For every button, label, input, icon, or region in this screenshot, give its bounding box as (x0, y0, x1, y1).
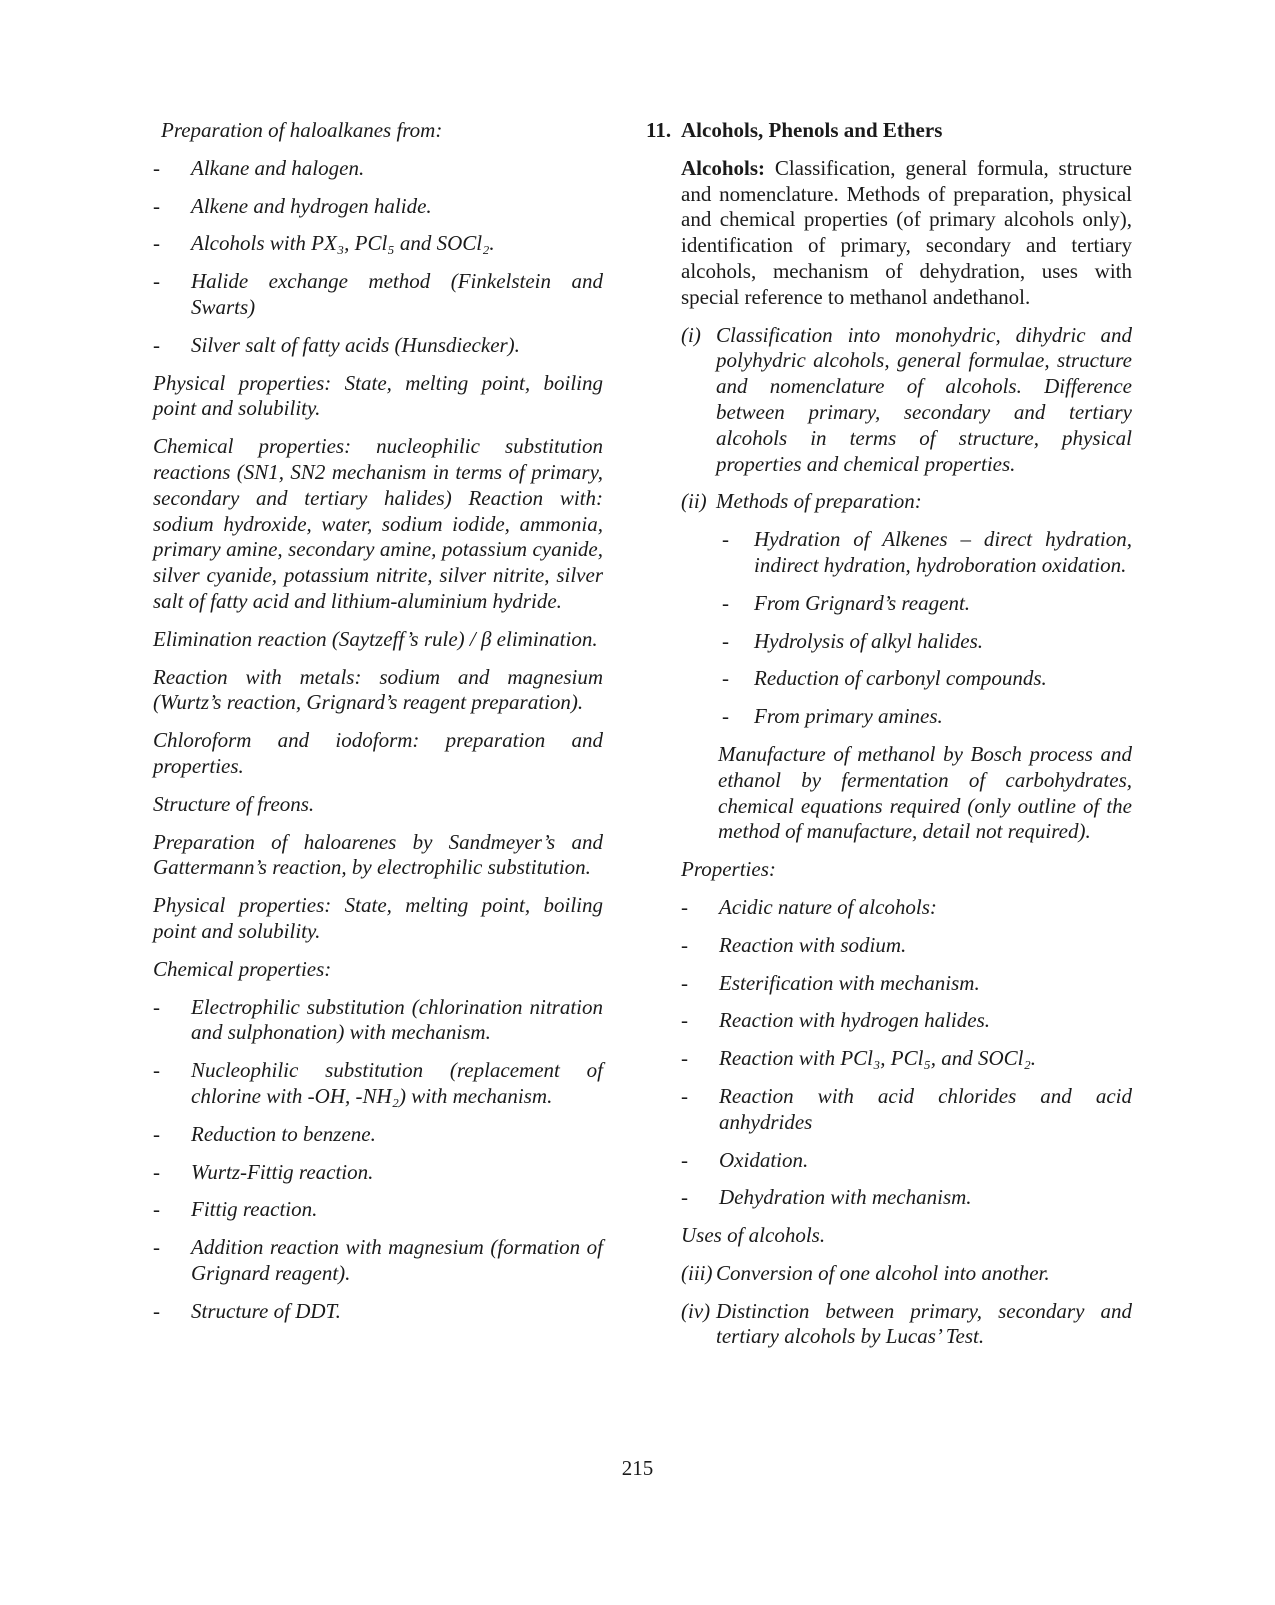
list-item: - Dehydration with mechanism. (681, 1185, 972, 1210)
list-item: - Reaction with acid chlorides and acid anhydrides (681, 1083, 1132, 1134)
list-item: - Reaction with sodium. (681, 932, 907, 957)
list-item: - Silver salt of fatty acids (Hunsdiecker). (153, 332, 520, 357)
list-item: - Reaction with PCl₃, PCl₅, and SOCl₂. (681, 1046, 1037, 1071)
structure-of-freons: Structure of freons. (153, 791, 315, 816)
list-item: - Alkene and hydrogen halide. (153, 193, 432, 218)
item-ii: (ii) Methods of preparation: (681, 489, 922, 514)
list-item: - Acidic nature of alcohols: (681, 894, 937, 919)
list-item: - Nucleophilic substitution (replacement of chlorine with -OH, -NH₂) with mechanism. (153, 1058, 603, 1108)
section-title: Alcohols, Phenols and Ethers (681, 118, 943, 142)
manufacture-paragraph: Manufacture of methanol by Bosch process and ethanol by fermentation of carbohydrates, chemical equations required (only outline of the method of manufacture, detail not required). (718, 741, 1132, 844)
list-item: - Fittig reaction. (153, 1197, 318, 1222)
reaction-with-metals: Reaction with metals: sodium and magnesium (Wurtz’s reaction, Grignard’s reagent preparation). (153, 664, 603, 715)
right-column (646, 118, 1133, 1362)
physical-properties-haloalkanes: Physical properties: State, melting point, boiling point and solubility. (153, 370, 603, 421)
properties-heading: Properties: (681, 857, 776, 882)
item-i: (i) Classification into monohydric, dihydric and polyhydric alcohols, general formulae, structure and nomenclature of alcohols. Difference between primary, secondary and tertiary alcohols in terms of structure, physical properties and chemical properties. (681, 322, 1132, 476)
list-item: - Structure of DDT. (153, 1298, 341, 1323)
list-item: - Electrophilic substitution (chlorination nitration and sulphonation) with mechanism. (153, 994, 603, 1045)
list-item: - Reaction with hydrogen halides. (681, 1008, 991, 1033)
list-item: - Esterification with mechanism. (681, 970, 980, 995)
list-item: - Reduction to benzene. (153, 1121, 376, 1146)
list-item: - Wurtz-Fittig reaction. (153, 1159, 374, 1184)
chemical-properties-haloalkanes: Chemical properties: nucleophilic substitution reactions (SN1, SN2 mechanism in terms of primary, secondary and tertiary halides) Reaction with: sodium hydroxide, water, sodium iodide, ammonia, primary amine, secondary amine, potassium cyanide, silver cyanide, potassium nitrite, silver nitrite, silver salt of fatty acid and lithium-aluminium hydride. (153, 434, 603, 613)
uses-of-alcohols: Uses of alcohols. (681, 1223, 826, 1248)
list-item: - Halide exchange method (Finkelstein and Swarts) (153, 269, 603, 319)
section-number: 11. (646, 118, 672, 142)
page-number: 215 (621, 1456, 654, 1480)
alcohols-label: Alcohols: (681, 155, 765, 180)
alcohols-overview: Alcohols: Classification, general formula, structure and nomenclature. Methods of preparation, physical and chemical properties (of primary alcohols only), identification of primary, secondary and tertiary alcohols, mechanism of dehydration, uses with special reference to methanol andethanol. (681, 155, 1133, 309)
list-item: - Oxidation. (681, 1147, 809, 1172)
list-item: - Hydration of Alkenes – direct hydration, indirect hydration, hydroboration oxidation. (722, 527, 1132, 577)
list-item: - Alkane and halogen. (153, 155, 365, 180)
list-item: - Hydrolysis of alkyl halides. (722, 628, 984, 653)
elimination-reaction: Elimination reaction (Saytzeff’s rule) / β elimination. (153, 626, 598, 651)
preparation-haloarenes: Preparation of haloarenes by Sandmeyer’s and Gattermann’s reaction, by electrophilic substitution. (153, 829, 603, 880)
list-item: - Addition reaction with magnesium (formation of Grignard reagent). (153, 1235, 603, 1285)
chemical-properties-heading: Chemical properties: (153, 956, 332, 981)
item-iv: (iv) Distinction between primary, secondary and tertiary alcohols by Lucas’ Test. (681, 1298, 1132, 1349)
physical-properties-haloarenes: Physical properties: State, melting point, boiling point and solubility. (153, 893, 603, 943)
prep-haloalkanes-heading: Preparation of haloalkanes from: (161, 118, 443, 142)
item-iii: (iii) Conversion of one alcohol into another. (681, 1260, 1050, 1285)
section-heading (646, 118, 1132, 144)
list-item: - Reduction of carbonyl compounds. (722, 666, 1047, 691)
list-item: - From Grignard’s reagent. (722, 590, 971, 615)
left-column (153, 118, 603, 1336)
chloroform-iodoform: Chloroform and iodoform: preparation and properties. (153, 728, 603, 778)
list-item: - Alcohols with PX₃, PCl₅ and SOCl₂. (153, 231, 495, 256)
list-item: - From primary amines. (722, 704, 943, 729)
